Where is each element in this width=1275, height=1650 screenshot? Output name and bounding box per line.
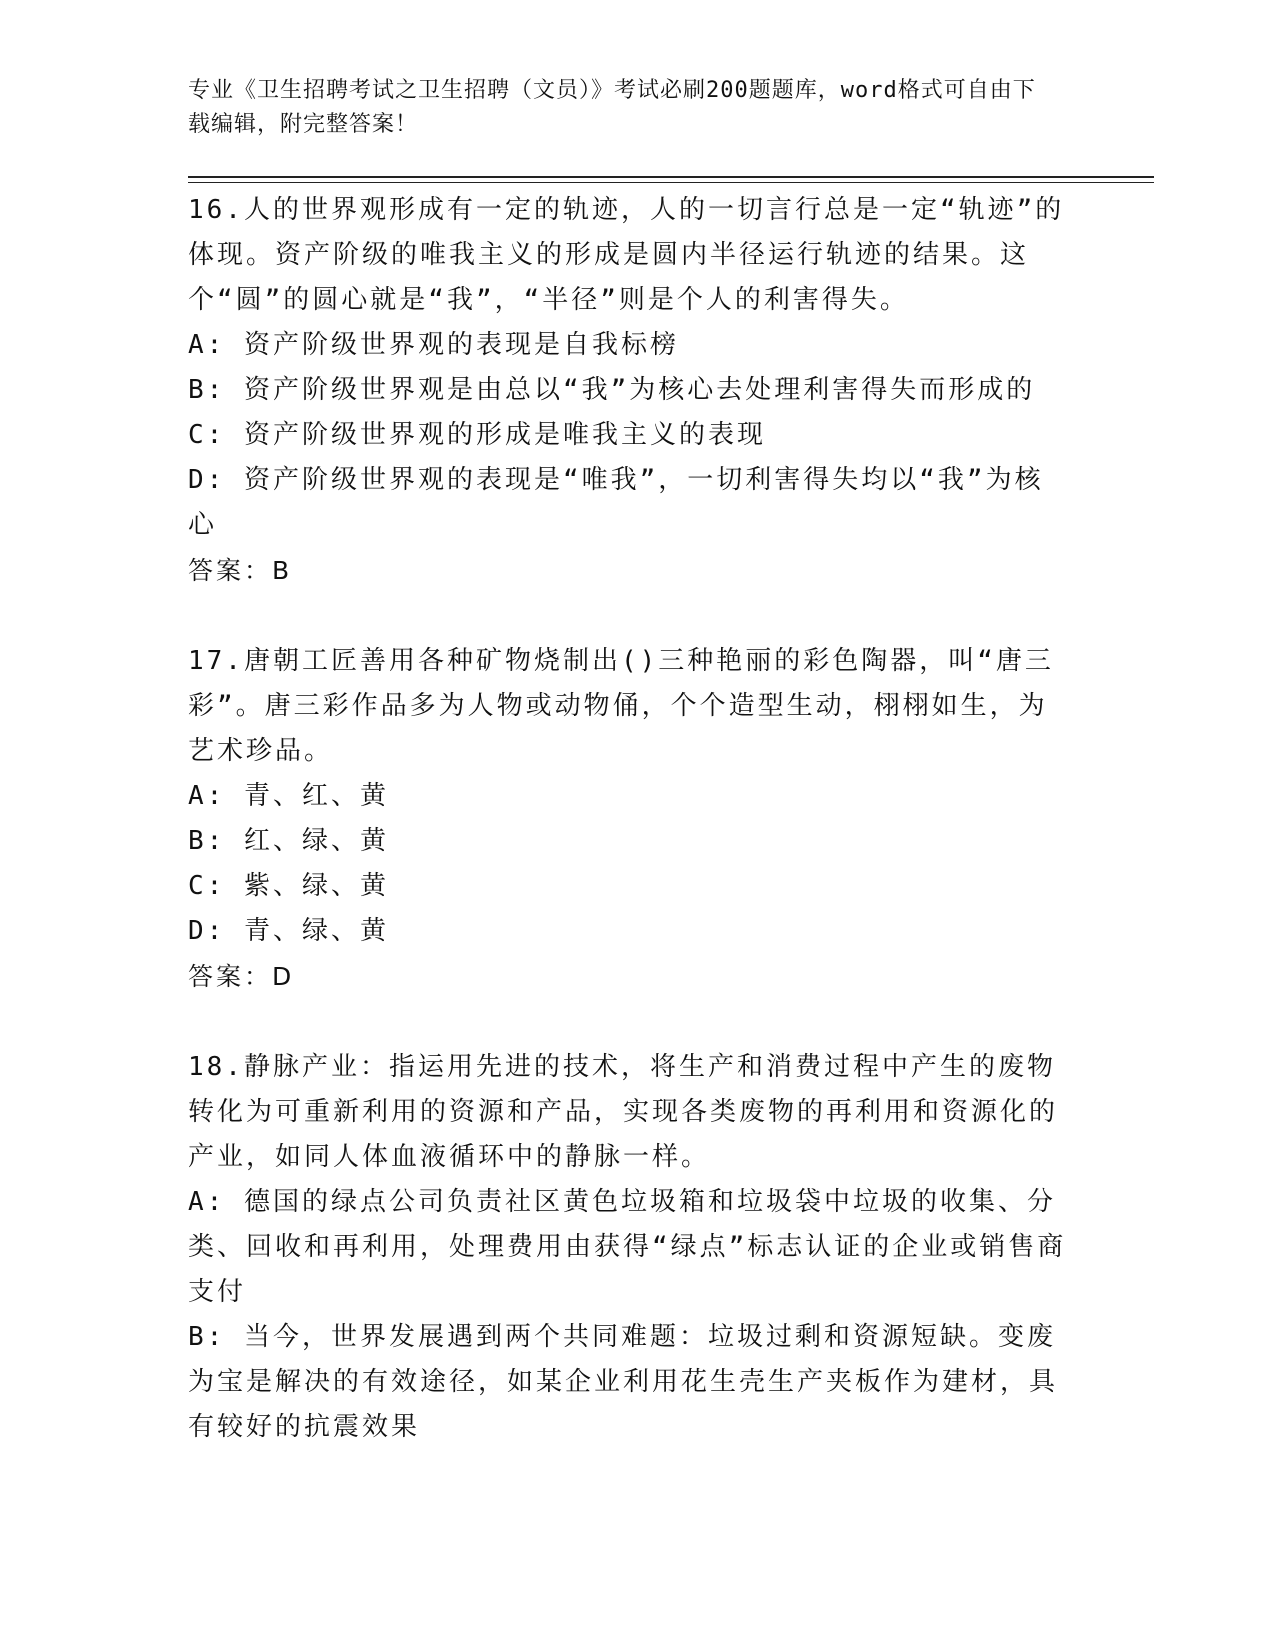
option-a: A: 资产阶级世界观的表现是自我标榜 [188,330,679,360]
question-stem: 16.人的世界观形成有一定的轨迹，人的一切言行总是一定“轨迹”的体现。资产阶级的唯我主义的形成是圆内半径运行轨迹的结果。这个“圆”的圆心就是“我”，“半径”则是个人的利害得失。 [188,195,1065,315]
option-d: D: 资产阶级世界观的表现是“唯我”，一切利害得失均以“我”为核心 [188,465,1044,540]
question-stem: 17.唐朝工匠善用各种矿物烧制出()三种艳丽的彩色陶器，叫“唐三彩”。唐三彩作品多为人物或动物俑，个个造型生动，栩栩如生，为艺术珍品。 [188,646,1054,766]
document-header: 专业《卫生招聘考试之卫生招聘（文员）》考试必刷200题题库，word格式可自由下载编辑，附完整答案！ [188,78,1036,137]
option-a: A: 德国的绿点公司负责社区黄色垃圾箱和垃圾袋中垃圾的收集、分类、回收和再利用，处理费用由获得“绿点”标志认证的企业或销售商支付 [188,1187,1067,1307]
option-a: A: 青、红、黄 [188,781,389,811]
answer-line: 答案：B [188,556,293,585]
question-gap [188,593,1068,639]
question-18 [188,1045,1068,1450]
option-b: B: 资产阶级世界观是由总以“我”为核心去处理利害得失而形成的 [188,375,1036,405]
header-rule-thick [188,176,1154,178]
option-c: C: 资产阶级世界观的形成是唯我主义的表现 [188,420,766,450]
option-b: B: 当今，世界发展遇到两个共同难题：垃圾过剩和资源短缺。变废为宝是解决的有效途径，如某企业利用花生壳生产夹板作为建材，具有较好的抗震效果 [188,1322,1059,1442]
question-list [188,188,1068,1450]
question-17 [188,639,1068,999]
page [188,0,1068,142]
header-rule-thin [188,182,1154,183]
question-gap [188,999,1068,1045]
question-stem: 18.静脉产业：指运用先进的技术，将生产和消费过程中产生的废物转化为可重新利用的资源和产品，实现各类废物的再利用和资源化的产业，如同人体血液循环中的静脉一样。 [188,1052,1059,1172]
option-d: D: 青、绿、黄 [188,916,389,946]
answer-line: 答案：D [188,962,295,991]
option-b: B: 红、绿、黄 [188,826,389,856]
option-c: C: 紫、绿、黄 [188,871,389,901]
question-16 [188,188,1068,593]
